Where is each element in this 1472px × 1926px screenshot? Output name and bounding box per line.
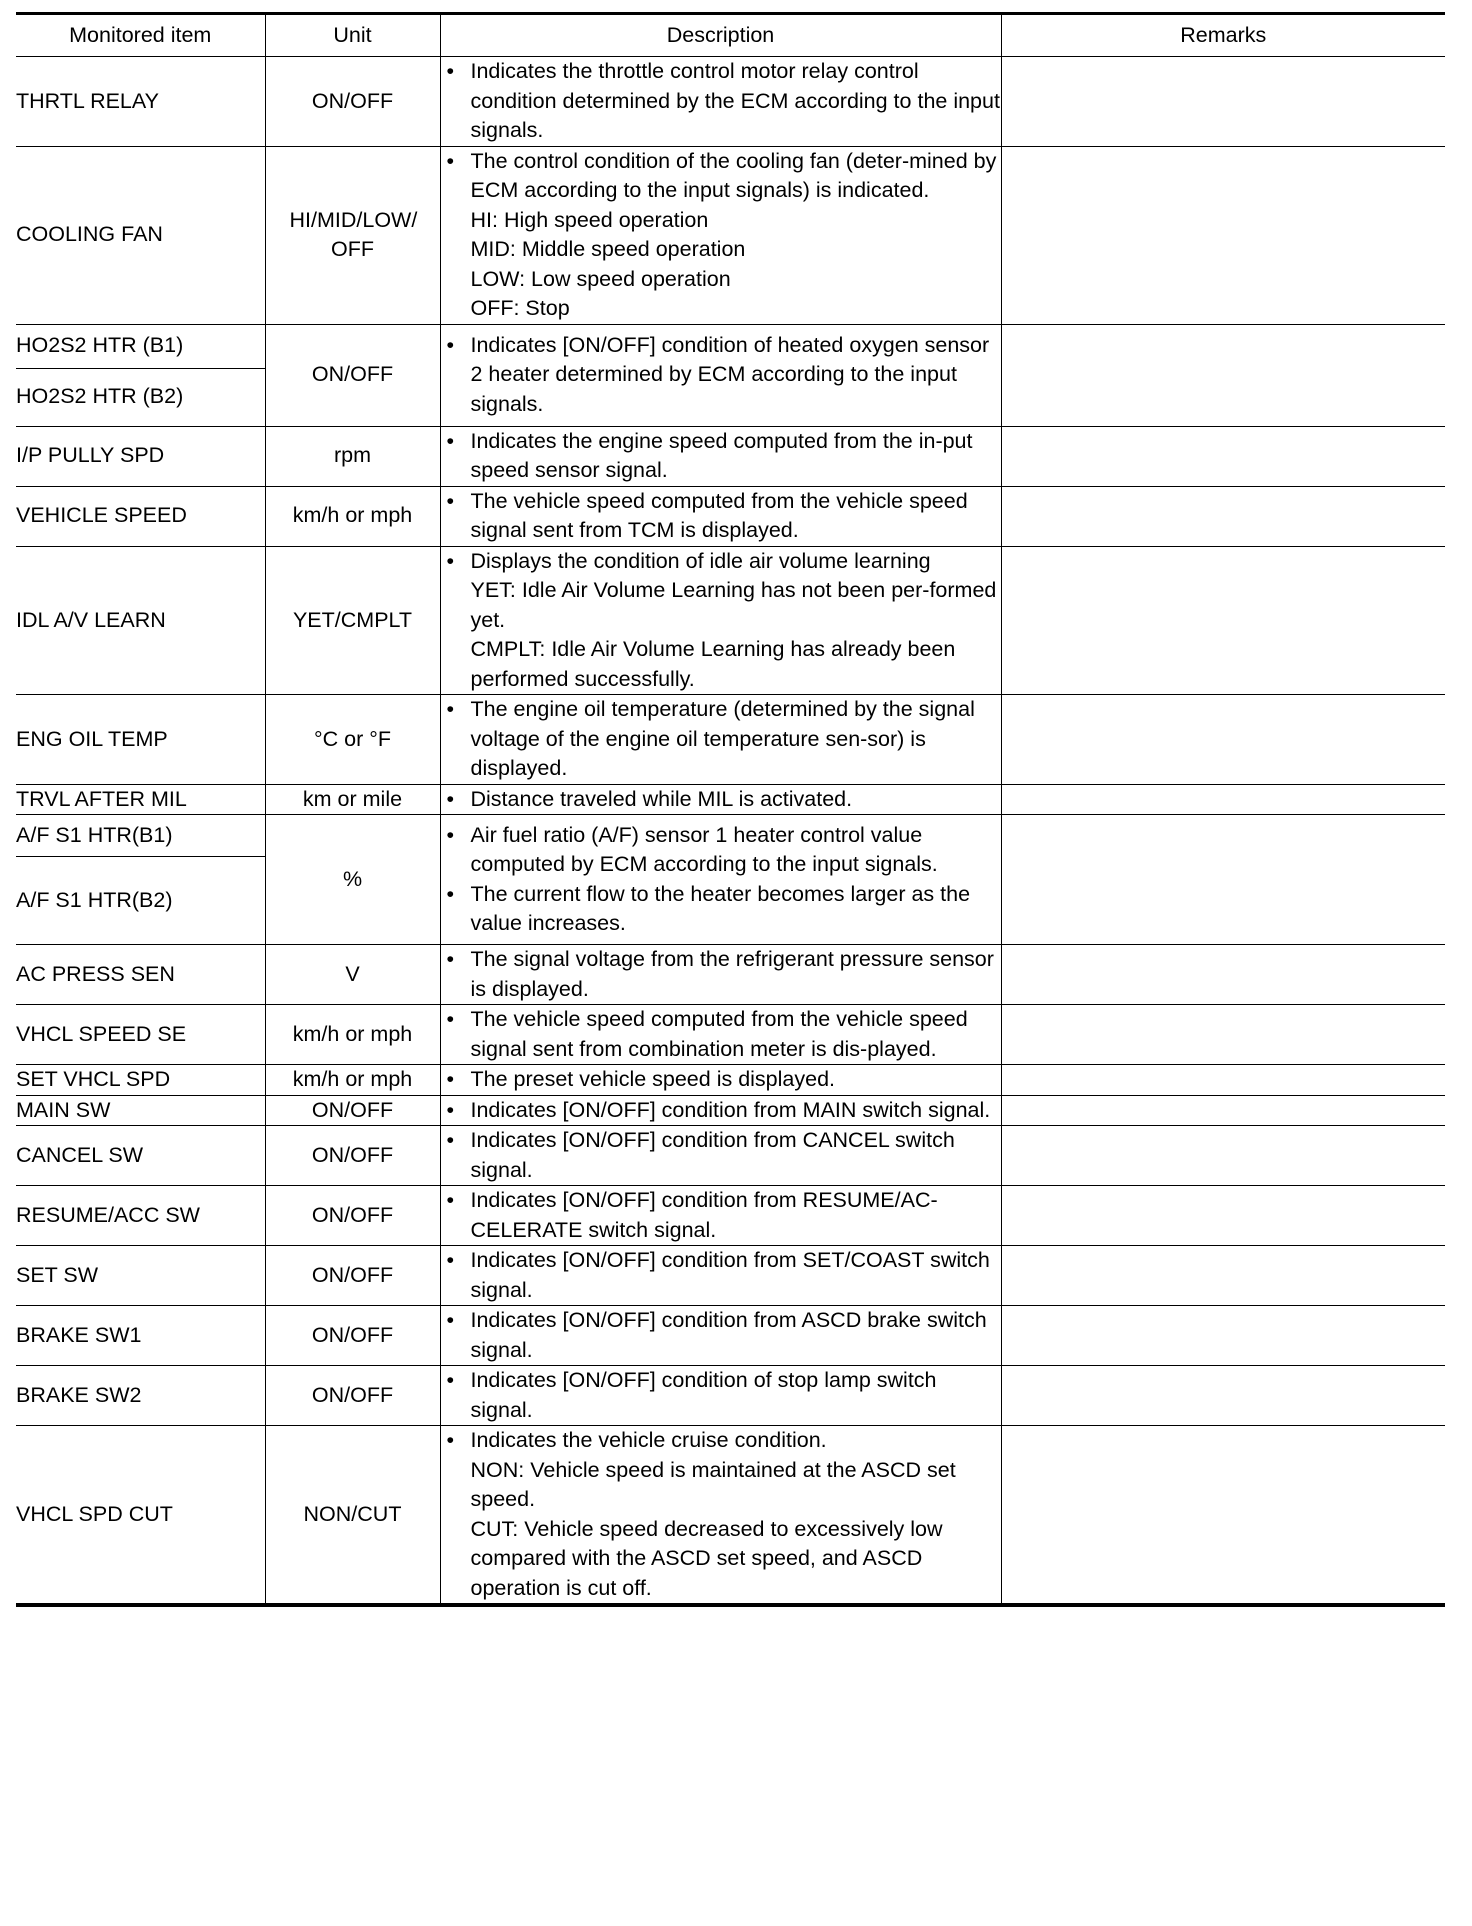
item-cell: BRAKE SW1	[16, 1306, 265, 1366]
item-cell: AC PRESS SEN	[16, 945, 265, 1005]
description-bullet: • Indicates [ON/OFF] condition from SET/COAST switch signal.	[441, 1246, 1001, 1305]
table-row	[16, 1095, 1445, 1126]
description-bullet: • Indicates [ON/OFF] condition from RESUME/AC-CELERATE switch signal.	[441, 1186, 1001, 1245]
remarks-cell	[1001, 1005, 1445, 1065]
table-row	[16, 1366, 1445, 1426]
unit-cell: ON/OFF	[265, 1126, 440, 1186]
remarks-cell	[1001, 1065, 1445, 1096]
unit-cell: km/h or mph	[265, 486, 440, 546]
unit-cell: NON/CUT	[265, 1426, 440, 1606]
item-cell: A/F S1 HTR(B1)	[16, 815, 265, 857]
table-row	[16, 945, 1445, 1005]
description-bullet: • Indicates [ON/OFF] condition of heated oxygen sensor 2 heater determined by ECM according to the input signals.	[441, 331, 1001, 420]
description-cell	[440, 1126, 1001, 1186]
item-cell: HO2S2 HTR (B1)	[16, 324, 265, 368]
description-line: CMPLT: Idle Air Volume Learning has already been performed successfully.	[470, 637, 956, 691]
table-row	[16, 57, 1445, 147]
description-line: MID: Middle speed operation	[470, 237, 746, 261]
unit-cell: °C or °F	[265, 695, 440, 785]
remarks-cell	[1001, 945, 1445, 1005]
item-cell: HO2S2 HTR (B2)	[16, 368, 265, 426]
table-row	[16, 324, 1445, 368]
item-cell: COOLING FAN	[16, 146, 265, 324]
description-line: CUT: Vehicle speed decreased to excessively low compared with the ASCD set speed, and ASCD operation is cut off.	[470, 1516, 943, 1600]
description-bullet: • Indicates the engine speed computed from the in-put speed sensor signal.	[441, 427, 1001, 486]
item-cell: BRAKE SW2	[16, 1366, 265, 1426]
unit-cell: rpm	[265, 426, 440, 486]
description-cell	[440, 784, 1001, 815]
remarks-cell	[1001, 486, 1445, 546]
description-bullet: • Air fuel ratio (A/F) sensor 1 heater control value computed by ECM according to the input signals.	[441, 821, 1001, 880]
description-bullet: • The signal voltage from the refrigerant pressure sensor is displayed.	[441, 945, 1001, 1004]
unit-cell: ON/OFF	[265, 1186, 440, 1246]
table-row	[16, 1246, 1445, 1306]
remarks-cell	[1001, 1095, 1445, 1126]
item-cell: ENG OIL TEMP	[16, 695, 265, 785]
unit-cell: HI/MID/LOW/ OFF	[265, 146, 440, 324]
unit-cell: ON/OFF	[265, 1246, 440, 1306]
remarks-cell	[1001, 57, 1445, 147]
unit-cell: ON/OFF	[265, 1095, 440, 1126]
description-bullet	[441, 1426, 1001, 1603]
table-row	[16, 695, 1445, 785]
description-line: NON: Vehicle speed is maintained at the ASCD set speed.	[470, 1457, 956, 1511]
description-line: YET: Idle Air Volume Learning has not been per-formed yet.	[470, 578, 997, 632]
remarks-cell	[1001, 146, 1445, 324]
table-row	[16, 146, 1445, 324]
item-cell: MAIN SW	[16, 1095, 265, 1126]
item-cell: CANCEL SW	[16, 1126, 265, 1186]
description-cell	[440, 1426, 1001, 1606]
monitored-items-table	[16, 12, 1445, 1607]
description-cell	[440, 486, 1001, 546]
remarks-cell	[1001, 1366, 1445, 1426]
description-text: • Indicates the vehicle cruise condition.	[470, 1428, 827, 1452]
table-row	[16, 486, 1445, 546]
description-bullet: • Distance traveled while MIL is activated.	[441, 785, 1001, 815]
unit-cell: km/h or mph	[265, 1065, 440, 1096]
table-row	[16, 1306, 1445, 1366]
description-bullet: • The vehicle speed computed from the vehicle speed signal sent from combination meter is dis-played.	[441, 1005, 1001, 1064]
remarks-cell	[1001, 1126, 1445, 1186]
remarks-cell	[1001, 1246, 1445, 1306]
table-row	[16, 546, 1445, 695]
item-cell: IDL A/V LEARN	[16, 546, 265, 695]
description-text: • Displays the condition of idle air volume learning	[470, 548, 931, 573]
table-row	[16, 1005, 1445, 1065]
description-cell	[440, 945, 1001, 1005]
description-line: HI: High speed operation	[470, 207, 709, 232]
header-monitored-item: Monitored item	[16, 14, 265, 57]
description-bullet	[441, 547, 1001, 695]
table-row	[16, 426, 1445, 486]
description-bullet: • Indicates [ON/OFF] condition from MAIN switch signal.	[441, 1096, 1001, 1126]
item-cell: VEHICLE SPEED	[16, 486, 265, 546]
table-row	[16, 815, 1445, 857]
description-bullet: • The engine oil temperature (determined by the signal voltage of the engine oil temperature sen-sor) is displayed.	[441, 695, 1001, 784]
item-cell: RESUME/ACC SW	[16, 1186, 265, 1246]
remarks-cell	[1001, 1306, 1445, 1366]
unit-cell: ON/OFF	[265, 1306, 440, 1366]
description-bullet: • Indicates [ON/OFF] condition from CANCEL switch signal.	[441, 1126, 1001, 1185]
description-cell	[440, 1095, 1001, 1126]
description-bullet	[441, 147, 1001, 324]
description-cell	[440, 546, 1001, 695]
description-bullet: • Indicates [ON/OFF] condition from ASCD brake switch signal.	[441, 1306, 1001, 1365]
header-description: Description	[440, 14, 1001, 57]
unit-cell: km/h or mph	[265, 1005, 440, 1065]
remarks-cell	[1001, 426, 1445, 486]
description-line: OFF: Stop	[470, 296, 570, 320]
description-cell	[440, 1005, 1001, 1065]
remarks-cell	[1001, 815, 1445, 945]
description-bullet: • Indicates the throttle control motor relay control condition determined by the ECM according to the input signals.	[441, 57, 1001, 146]
unit-cell: V	[265, 945, 440, 1005]
item-cell: A/F S1 HTR(B2)	[16, 857, 265, 945]
description-cell	[440, 1065, 1001, 1096]
header-unit: Unit	[265, 14, 440, 57]
remarks-cell	[1001, 324, 1445, 426]
description-cell	[440, 1246, 1001, 1306]
description-bullet: • Indicates [ON/OFF] condition of stop lamp switch signal.	[441, 1366, 1001, 1425]
remarks-cell	[1001, 546, 1445, 695]
description-cell	[440, 815, 1001, 945]
header-remarks: Remarks	[1001, 14, 1445, 57]
description-cell	[440, 1186, 1001, 1246]
item-cell: VHCL SPD CUT	[16, 1426, 265, 1606]
unit-cell: ON/OFF	[265, 324, 440, 426]
description-text: • The control condition of the cooling fan (deter-mined by ECM according to the input signals) is indicated.	[470, 148, 997, 202]
remarks-cell	[1001, 695, 1445, 785]
unit-cell: YET/CMPLT	[265, 546, 440, 695]
description-cell	[440, 57, 1001, 147]
description-cell	[440, 426, 1001, 486]
description-cell	[440, 695, 1001, 785]
description-cell	[440, 146, 1001, 324]
table-row	[16, 1426, 1445, 1606]
remarks-cell	[1001, 784, 1445, 815]
description-cell	[440, 1306, 1001, 1366]
table-row	[16, 1065, 1445, 1096]
unit-cell: ON/OFF	[265, 57, 440, 147]
item-cell: VHCL SPEED SE	[16, 1005, 265, 1065]
item-cell: I/P PULLY SPD	[16, 426, 265, 486]
unit-cell: ON/OFF	[265, 1366, 440, 1426]
unit-cell: km or mile	[265, 784, 440, 815]
description-bullet: • The preset vehicle speed is displayed.	[441, 1065, 1001, 1095]
remarks-cell	[1001, 1186, 1445, 1246]
table-row	[16, 1126, 1445, 1186]
description-bullet: • The current flow to the heater becomes larger as the value increases.	[441, 880, 1001, 939]
remarks-cell	[1001, 1426, 1445, 1606]
description-cell	[440, 324, 1001, 426]
unit-cell: %	[265, 815, 440, 945]
table-row	[16, 1186, 1445, 1246]
description-line: LOW: Low speed operation	[470, 266, 731, 291]
description-cell	[440, 1366, 1001, 1426]
table-row	[16, 784, 1445, 815]
item-cell: TRVL AFTER MIL	[16, 784, 265, 815]
item-cell: SET VHCL SPD	[16, 1065, 265, 1096]
description-bullet: • The vehicle speed computed from the vehicle speed signal sent from TCM is displayed.	[441, 487, 1001, 546]
table-header-row	[16, 14, 1445, 57]
item-cell: SET SW	[16, 1246, 265, 1306]
item-cell: THRTL RELAY	[16, 57, 265, 147]
